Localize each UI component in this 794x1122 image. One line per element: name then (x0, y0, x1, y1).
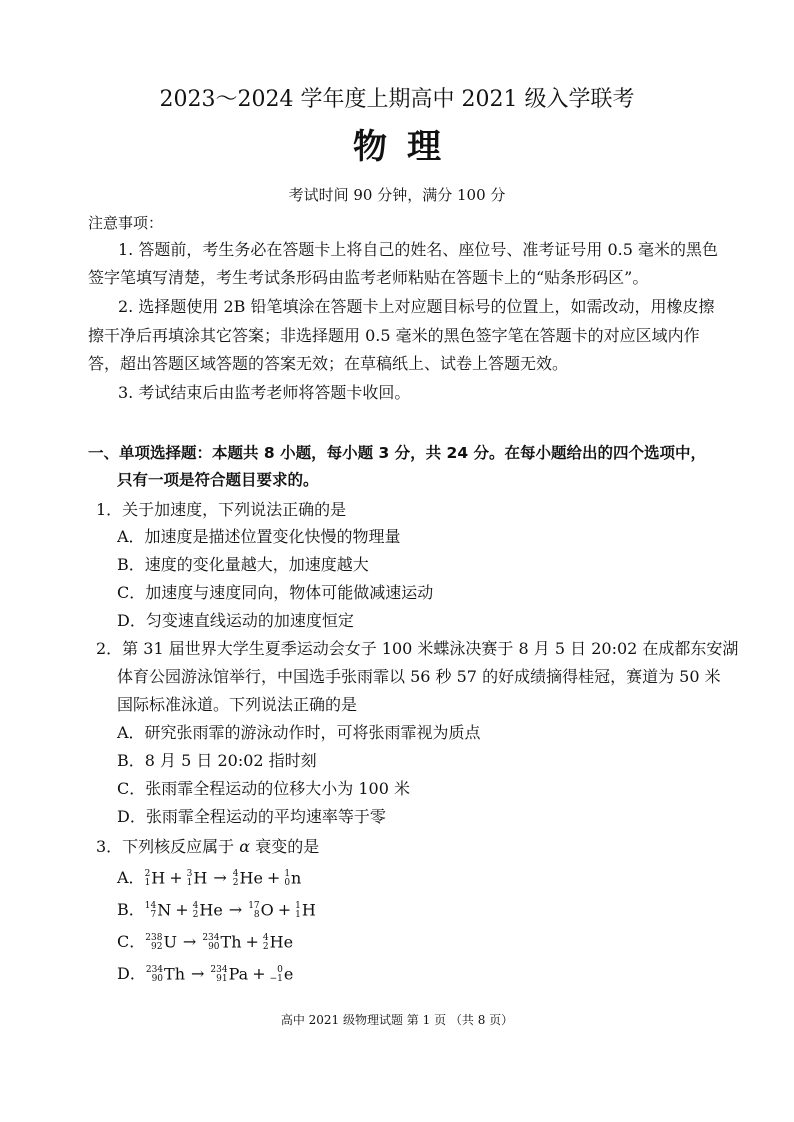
exam-title: 2023～2024 学年度上期高中 2021 级入学联考 (159, 87, 635, 112)
exam-info: 考试时间 90 分钟，满分 100 分 (288, 186, 506, 204)
plus-sign: + (175, 900, 189, 919)
page-footer: 高中 2021 级物理试题 第 1 页 （共 8 页） (280, 1013, 514, 1027)
mass-number: 1 (295, 900, 301, 911)
atomic-number: 7 (150, 909, 157, 920)
element-symbol: He (239, 868, 263, 888)
atomic-number: 90 (151, 973, 164, 984)
arrow-icon: → (191, 964, 205, 983)
question-3-option-a (117, 868, 301, 889)
plus-sign: + (266, 868, 281, 887)
mass-number: 14 (144, 900, 157, 911)
question-1-stem: 1．关于加速度，下列说法正确的是 (96, 500, 347, 519)
element-symbol: H (301, 900, 316, 920)
element-symbol: Th (164, 964, 186, 984)
question-2-option-b: B．8 月 5 日 20:02 指时刻 (117, 751, 317, 770)
mass-number: 238 (145, 932, 163, 943)
atomic-number: 2 (192, 909, 199, 920)
question-2-option-d: D．张雨霏全程运动的平均速率等于零 (117, 807, 386, 826)
nuclide (248, 900, 274, 921)
element-symbol: N (157, 900, 172, 920)
nuclide-numbers (233, 870, 239, 888)
arrow-icon: → (182, 932, 197, 951)
element-symbol: H (151, 868, 166, 888)
nuclide-numbers (263, 934, 269, 952)
atomic-number: 8 (253, 909, 260, 920)
nuclide (202, 932, 241, 953)
mass-number: 234 (145, 964, 164, 975)
element-symbol: n (291, 868, 302, 888)
question-3-option-d (117, 964, 293, 985)
plus-sign: + (252, 964, 266, 983)
nuclide-numbers (193, 902, 199, 920)
atomic-number: 1 (144, 877, 151, 888)
question-3-stem (96, 837, 319, 857)
atomic-number: 2 (262, 941, 269, 952)
notice-heading: 注意事项： (88, 214, 164, 232)
mass-number: 1 (284, 868, 291, 879)
nuclide-numbers (270, 966, 283, 984)
question-2-option-a: A．研究张雨霏的游泳动作时，可将张雨霏视为质点 (117, 723, 481, 742)
atomic-number: 91 (216, 973, 228, 984)
nuclide-numbers (295, 902, 301, 920)
mass-number: 3 (186, 868, 193, 879)
question-1-option-b: B．速度的变化量越大，加速度越大 (117, 555, 369, 574)
atomic-number: −1 (269, 973, 283, 984)
question-1-option-d: D．匀变速直线运动的加速度恒定 (117, 611, 354, 630)
nuclide (233, 868, 263, 889)
nuclide-numbers (248, 902, 259, 920)
element-symbol: H (193, 868, 208, 888)
question-3-option-b (117, 900, 316, 921)
atomic-number: 1 (295, 909, 301, 920)
notice-line: 1. 答题前，考生务必在答题卡上将自己的姓名、座位号、准考证号用 0.5 毫米的黑色 (118, 240, 718, 259)
question-3-stem-tail: 衰变的是 (255, 837, 320, 856)
nuclide (145, 900, 171, 921)
element-symbol: He (269, 932, 294, 952)
atomic-number: 0 (284, 877, 291, 888)
mass-number: 2 (144, 868, 151, 879)
question-3-stem-text: 3．下列核反应属于 (96, 837, 235, 856)
nuclide-numbers (146, 966, 163, 984)
plus-sign: + (169, 868, 183, 887)
question-2-stem-cont: 国际标准泳道。下列说法正确的是 (117, 695, 358, 714)
nuclide (187, 868, 208, 889)
atomic-number: 92 (150, 941, 163, 952)
nuclide (193, 900, 223, 921)
subject-title: 物理 (353, 127, 461, 167)
atomic-number: 1 (186, 877, 193, 888)
atomic-number: 2 (232, 877, 239, 888)
element-symbol: Th (220, 932, 242, 952)
notice-line: 擦干净后再填涂其它答案；非选择题用 0.5 毫米的黑色签字笔在答题卡的对应区域内作 (88, 326, 700, 345)
nuclide-numbers (210, 966, 227, 984)
question-2-stem-cont: 体育公园游泳馆举行，中国选手张雨霏以 56 秒 57 的好成绩摘得桂冠，赛道为 50 米 (117, 667, 721, 686)
mass-number: 234 (210, 964, 228, 975)
nuclide (295, 900, 316, 921)
option-label: C． (117, 932, 146, 951)
element-symbol: O (260, 900, 274, 920)
option-label: A． (117, 868, 145, 887)
atomic-number: 90 (208, 941, 220, 952)
mass-number: 0 (277, 964, 283, 975)
plus-sign: + (277, 900, 292, 919)
mass-number: 234 (202, 932, 220, 943)
mass-number: 4 (192, 900, 199, 911)
nuclide-numbers (187, 870, 193, 888)
nuclide (145, 932, 177, 953)
question-1-option-a: A．加速度是描述位置变化快慢的物理量 (117, 527, 401, 546)
alpha-symbol: α (239, 837, 251, 856)
element-symbol: He (199, 900, 223, 920)
element-symbol: e (283, 964, 294, 984)
nuclide (145, 868, 166, 889)
question-1-option-c: C．加速度与速度同向，物体可能做减速运动 (117, 583, 434, 602)
nuclide-numbers (145, 902, 156, 920)
element-symbol: U (163, 932, 177, 952)
notice-line: 签字笔填写清楚，考生考试条形码由监考老师粘贴在答题卡上的“贴条形码区”。 (88, 268, 649, 287)
mass-number: 17 (248, 900, 260, 911)
mass-number: 4 (262, 932, 269, 943)
plus-sign: + (245, 932, 259, 951)
nuclide-numbers (202, 934, 219, 952)
nuclide-numbers (145, 870, 151, 888)
question-2-stem: 2．第 31 届世界大学生夏季运动会女子 100 米蝶泳决赛于 8 月 5 日 20:02 在成都东安湖 (96, 639, 739, 658)
notice-line: 2. 选择题使用 2B 铅笔填涂在答题卡上对应题目标号的位置上，如需改动，用橡皮擦 (118, 297, 715, 316)
notice-line: 3. 考试结束后由监考老师将答题卡收回。 (118, 383, 411, 402)
nuclide (284, 868, 301, 889)
mass-number: 4 (232, 868, 239, 879)
nuclide-numbers (284, 870, 290, 888)
arrow-icon: → (228, 900, 243, 919)
question-2-option-c: C．张雨霏全程运动的位移大小为 100 米 (117, 779, 410, 798)
section-heading: 一、单项选择题：本题共 8 小题，每小题 3 分，共 24 分。在每小题给出的四个选项中， (88, 444, 707, 462)
notice-line: 答，超出答题区域答题的答案无效；在草稿纸上、试卷上答题无效。 (88, 354, 569, 373)
option-label: D． (117, 964, 146, 983)
element-symbol: Pa (228, 964, 249, 984)
section-heading-cont: 只有一项是符合题目要求的。 (117, 471, 319, 489)
nuclide (210, 964, 248, 985)
nuclide (270, 964, 294, 985)
nuclide (146, 964, 185, 985)
option-label: B． (117, 900, 145, 919)
nuclide (263, 932, 293, 953)
nuclide-numbers (145, 934, 162, 952)
question-3-option-c (117, 932, 293, 953)
arrow-icon: → (213, 868, 227, 887)
